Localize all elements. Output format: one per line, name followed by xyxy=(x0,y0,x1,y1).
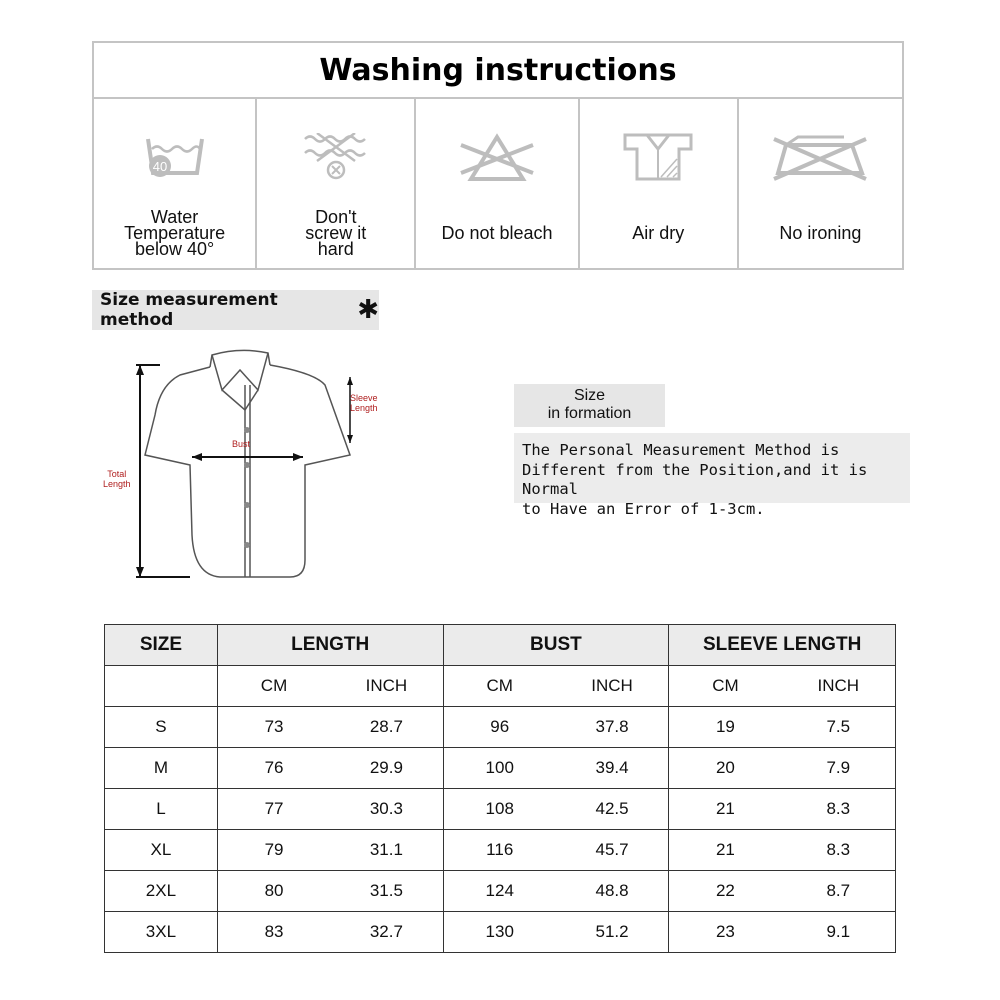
value-cell: 8.3 xyxy=(782,830,896,871)
value-cell: 7.9 xyxy=(782,748,896,789)
wash-label-no-wring: Don't screw it hard xyxy=(305,207,367,259)
value-cell: 37.8 xyxy=(556,707,669,748)
value-cell: 8.7 xyxy=(782,871,896,912)
no-ironing-icon xyxy=(772,133,868,183)
table-row xyxy=(105,789,896,830)
unit-cell: CM xyxy=(443,666,556,707)
header-bust: BUST xyxy=(443,625,669,666)
value-cell: 48.8 xyxy=(556,871,669,912)
size-information-heading: Size in formation xyxy=(514,384,665,427)
value-cell: 124 xyxy=(443,871,556,912)
value-cell: 8.3 xyxy=(782,789,896,830)
unit-cell: INCH xyxy=(330,666,443,707)
wash-label-air-dry: Air dry xyxy=(632,223,685,243)
size-table xyxy=(104,624,896,953)
value-cell: 30.3 xyxy=(330,789,443,830)
value-cell: 39.4 xyxy=(556,748,669,789)
size-cell: 3XL xyxy=(105,912,218,953)
value-cell: 31.5 xyxy=(330,871,443,912)
unit-cell-empty xyxy=(105,666,218,707)
size-measurement-header xyxy=(92,290,379,330)
value-cell: 20 xyxy=(669,748,782,789)
table-row xyxy=(105,871,896,912)
value-cell: 108 xyxy=(443,789,556,830)
wash-item-water-temp xyxy=(94,99,257,270)
wash-label-no-iron: No ironing xyxy=(779,223,862,243)
value-cell: 31.1 xyxy=(330,830,443,871)
table-row xyxy=(105,912,896,953)
unit-cell: CM xyxy=(669,666,782,707)
value-cell: 100 xyxy=(443,748,556,789)
washing-instructions-box xyxy=(92,41,904,270)
unit-cell: CM xyxy=(217,666,330,707)
value-cell: 7.5 xyxy=(782,707,896,748)
wash-label-no-bleach: Do not bleach xyxy=(441,223,553,243)
value-cell: 51.2 xyxy=(556,912,669,953)
wash-40-icon xyxy=(140,133,210,183)
air-dry-icon xyxy=(623,133,693,183)
value-cell: 32.7 xyxy=(330,912,443,953)
value-cell: 96 xyxy=(443,707,556,748)
header-length: LENGTH xyxy=(217,625,443,666)
size-information-note: The Personal Measurement Method is Different from the Position,and it is Normal to Have an Error of 1-3cm. xyxy=(514,433,910,503)
value-cell: 73 xyxy=(217,707,330,748)
value-cell: 130 xyxy=(443,912,556,953)
table-row xyxy=(105,707,896,748)
washing-icons-row xyxy=(94,99,902,270)
value-cell: 83 xyxy=(217,912,330,953)
unit-cell: INCH xyxy=(556,666,669,707)
value-cell: 21 xyxy=(669,830,782,871)
wash-item-no-wring xyxy=(257,99,416,270)
size-cell: S xyxy=(105,707,218,748)
wash-label-water-temp: Water Temperature below 40° xyxy=(124,207,226,259)
value-cell: 76 xyxy=(217,748,330,789)
value-cell: 45.7 xyxy=(556,830,669,871)
do-not-wring-icon xyxy=(301,133,371,183)
header-sleeve-length: SLEEVE LENGTH xyxy=(669,625,896,666)
size-cell: M xyxy=(105,748,218,789)
size-measurement-title: Size measurement method xyxy=(100,290,278,330)
value-cell: 80 xyxy=(217,871,330,912)
value-cell: 79 xyxy=(217,830,330,871)
value-cell: 77 xyxy=(217,789,330,830)
value-cell: 29.9 xyxy=(330,748,443,789)
size-cell: L xyxy=(105,789,218,830)
table-units-row xyxy=(105,666,896,707)
do-not-bleach-icon xyxy=(457,133,537,183)
table-header-row xyxy=(105,625,896,666)
washing-title: Washing instructions xyxy=(94,43,902,99)
header-size: SIZE xyxy=(105,625,218,666)
total-length-label: Total Length xyxy=(103,469,131,489)
unit-cell: INCH xyxy=(782,666,896,707)
wash-item-no-iron xyxy=(739,99,902,270)
value-cell: 116 xyxy=(443,830,556,871)
size-cell: 2XL xyxy=(105,871,218,912)
wash-temp-badge: 40 xyxy=(152,159,167,174)
value-cell: 19 xyxy=(669,707,782,748)
value-cell: 22 xyxy=(669,871,782,912)
wash-item-air-dry xyxy=(580,99,739,270)
size-cell: XL xyxy=(105,830,218,871)
shirt-diagram xyxy=(100,345,400,585)
bust-label: Bust xyxy=(232,439,251,449)
value-cell: 21 xyxy=(669,789,782,830)
table-row xyxy=(105,830,896,871)
value-cell: 9.1 xyxy=(782,912,896,953)
wash-item-no-bleach xyxy=(416,99,579,270)
asterisk-icon: ✱ xyxy=(357,295,379,325)
table-row xyxy=(105,748,896,789)
sleeve-length-label: Sleeve Length xyxy=(350,393,378,413)
value-cell: 23 xyxy=(669,912,782,953)
value-cell: 28.7 xyxy=(330,707,443,748)
value-cell: 42.5 xyxy=(556,789,669,830)
